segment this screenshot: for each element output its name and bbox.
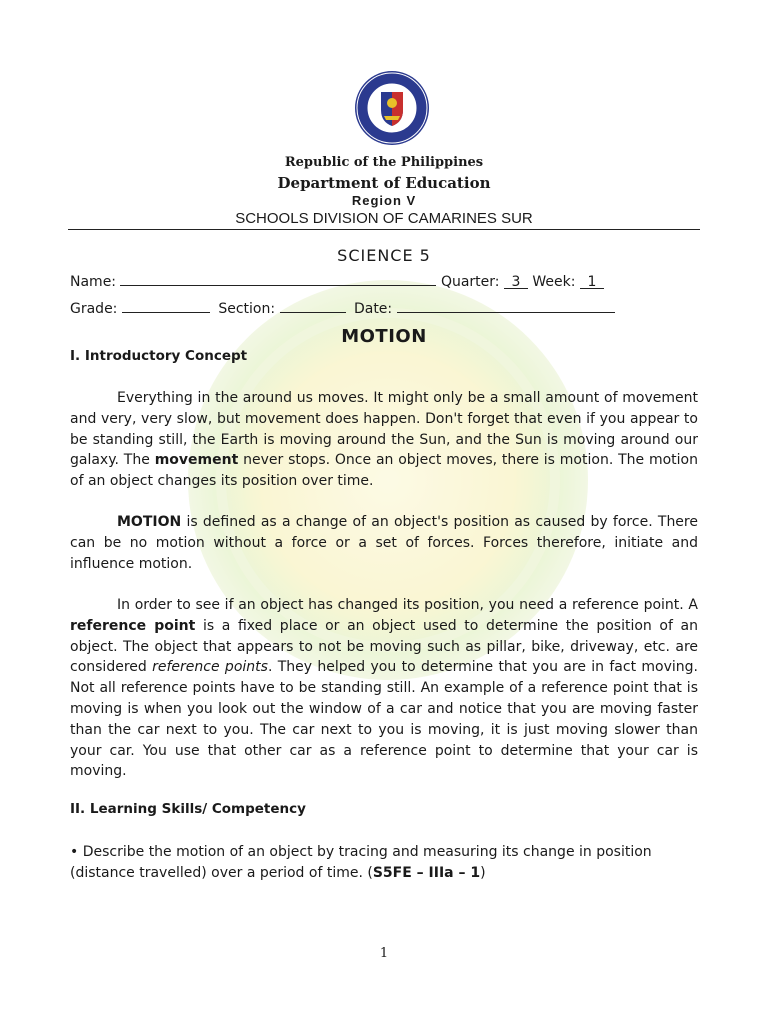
subject-title: SCIENCE 5 bbox=[337, 246, 431, 265]
intro-paragraph-3: In order to see if an object has changed its position, you need a reference point. A reference point is a fixed place or an object used to determine the position of an object. The object that appears to not be moving such as pillar, bike, driveway, etc. are considered reference points. They helped you to determine that you are in fact moving. Not all reference points have to be standing still. An example of a reference point that is moving is when you look out the window of a car and notice that you are moving faster than the car next to you. The car next to you is moving, it is just moving slower than your car. You use that other car as a reference point to determine that your car is moving. bbox=[70, 597, 699, 780]
lesson-title: MOTION bbox=[341, 326, 427, 347]
term-movement: movement bbox=[154, 452, 239, 469]
intro-paragraph-1: Everything in the around us moves. It might only be a small amount of movement and very, very slow, but movement does happen. Don't forget that even if you appear to be standing still, the Earth is moving around the Sun, and the Sun is moving around our galaxy. The movement never stops. Once an object moves, there is motion. The motion of an object changes its position over time. bbox=[70, 390, 699, 490]
date-field[interactable] bbox=[397, 298, 615, 313]
division-heading: SCHOOLS DIVISION OF CAMARINES SUR bbox=[235, 210, 533, 227]
skills-heading: II. Learning Skills/ Competency bbox=[70, 801, 306, 817]
week-field[interactable]: 1 bbox=[580, 274, 604, 289]
department-heading: Department of Education bbox=[277, 174, 491, 192]
section-field[interactable] bbox=[280, 298, 346, 313]
grade-section-date-row bbox=[70, 298, 615, 317]
republic-heading: Republic of the Philippines bbox=[284, 155, 484, 170]
date-label: Date: bbox=[353, 301, 393, 317]
name-field[interactable] bbox=[120, 271, 436, 286]
page-number: 1 bbox=[379, 946, 389, 961]
quarter-label: Quarter: bbox=[440, 274, 500, 290]
deped-seal-icon bbox=[354, 70, 430, 146]
competency-bullet: • Describe the motion of an object by tracing and measuring its change in position (distance travelled) over a period of time. (S5FE – IIIa – 1) bbox=[70, 844, 652, 881]
header-divider bbox=[68, 229, 700, 230]
term-reference-point: reference point bbox=[70, 617, 196, 634]
name-label: Name: bbox=[70, 274, 117, 290]
section-label: Section: bbox=[218, 301, 276, 317]
term-motion: MOTION bbox=[117, 514, 182, 530]
grade-field[interactable] bbox=[122, 298, 210, 313]
intro-heading: I. Introductory Concept bbox=[70, 348, 248, 364]
region-heading: Region V bbox=[351, 193, 417, 208]
quarter-field[interactable]: 3 bbox=[504, 274, 528, 289]
grade-label: Grade: bbox=[70, 301, 118, 317]
competency-code: S5FE – IIIa – 1 bbox=[372, 864, 481, 881]
intro-paragraph-2: MOTION is defined as a change of an object's position as caused by force. There can be no motion without a force or a set of forces. Forces therefore, initiate and influence motion. bbox=[70, 514, 698, 572]
week-label: Week: bbox=[532, 274, 576, 290]
name-quarter-week-row bbox=[70, 271, 604, 290]
term-reference-points: reference points bbox=[152, 659, 268, 676]
